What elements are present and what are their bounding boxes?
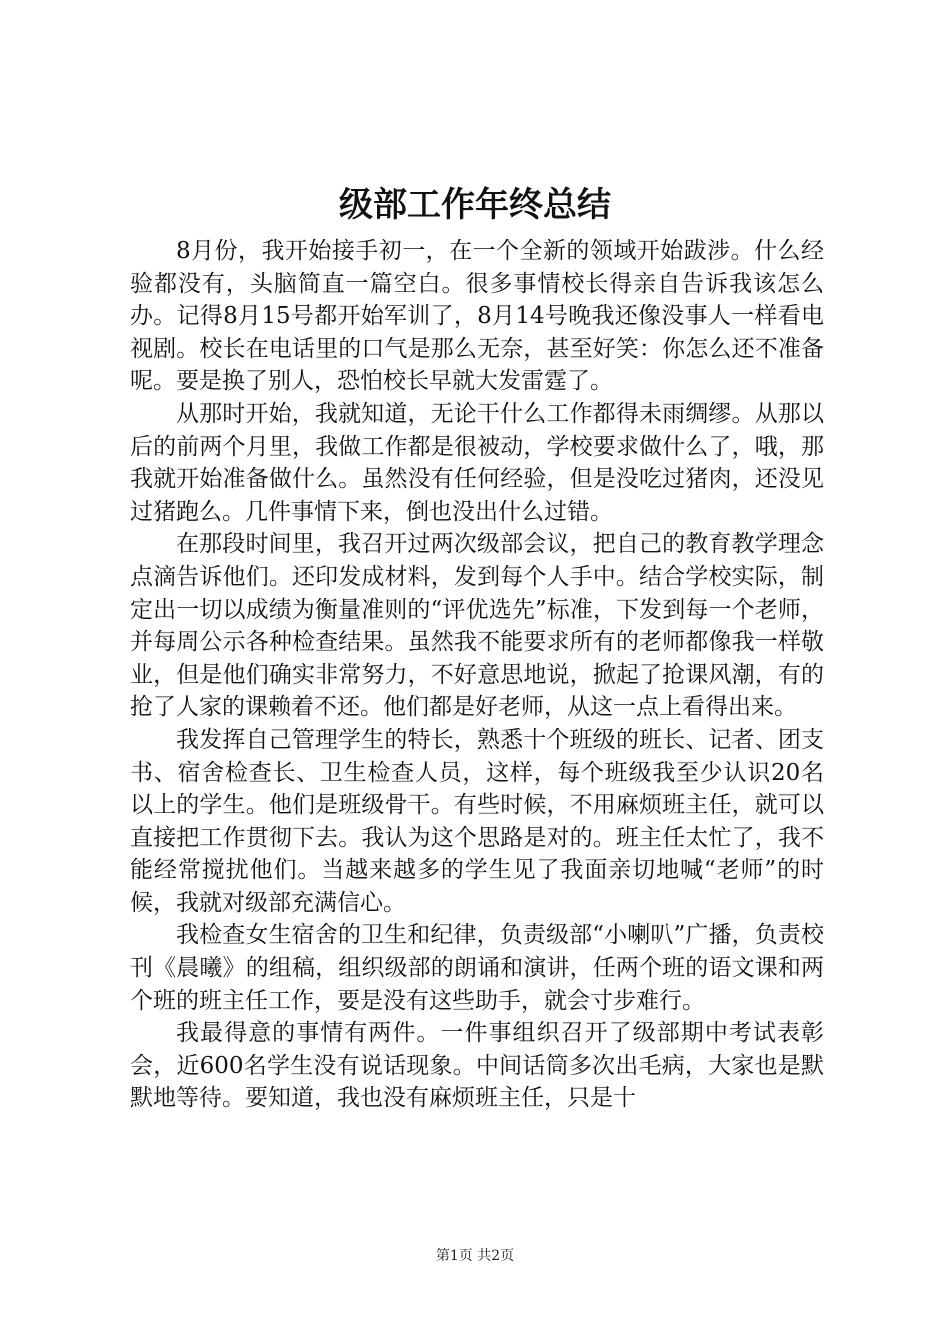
paragraph: 在那段时间里，我召开过两次级部会议，把自己的教育教学理念点滴告诉他们。还印发成材料，发到每个人手中。结合学校实际，制定出一切以成绩为衡量准则的“评优选先”标准，下发到每一个老师，并每周公示各种检查结果。虽然我不能要求所有的老师都像我一样敬业，但是他们确实非常努力，不好意思地说，掀起了抢课风潮，有的抢了人家的课赖着不还。他们都是好老师，从这一点上看得出来。 [130, 531, 824, 721]
paragraph: 从那时开始，我就知道，无论干什么工作都得未雨绸缪。从那以后的前两个月里，我做工作都是很被动，学校要求做什么了，哦，那我就开始准备做什么。虽然没有任何经验，但是没吃过猪肉，还没见过猪跑么。几件事情下来，倒也没出什么过错。 [130, 400, 824, 525]
paragraph: 8月份，我开始接手初一，在一个全新的领域开始跋涉。什么经验都没有，头脑简直一篇空白。很多事情校长得亲自告诉我该怎么办。记得8月15号都开始军训了，8月14号晚我还像没事人一样看电视剧。校长在电话里的口气是那么无奈，甚至好笑：你怎么还不准备呢。要是换了别人，恐怕校长早就大发雷霆了。 [130, 238, 824, 395]
page-footer: 第1页 共2页 [435, 1248, 515, 1264]
document-body [130, 235, 824, 1115]
paragraph: 我发挥自己管理学生的特长，熟悉十个班级的班长、记者、团支书、宿舍检查长、卫生检查人员，这样，每个班级我至少认识20名以上的学生。他们是班级骨干。有些时候，不用麻烦班主任，就可以直接把工作贯彻下去。我认为这个思路是对的。班主任太忙了，我不能经常搅扰他们。当越来越多的学生见了我面亲切地喊“老师”的时候，我就对级部充满信心。 [130, 726, 824, 916]
document-title: 级部工作年终总结 [339, 185, 611, 225]
paragraph: 我最得意的事情有两件。一件事组织召开了级部期中考试表彰会，近600名学生没有说话现象。中间话筒多次出毛病，大家也是默默地等待。要知道，我也没有麻烦班主任，只是十 [130, 1020, 824, 1112]
paragraph: 我检查女生宿舍的卫生和纪律，负责级部“小喇叭”广播，负责校刊《晨曦》的组稿，组织级部的朗诵和演讲，任两个班的语文课和两个班的班主任工作，要是没有这些助手，就会寸步难行。 [130, 922, 824, 1014]
